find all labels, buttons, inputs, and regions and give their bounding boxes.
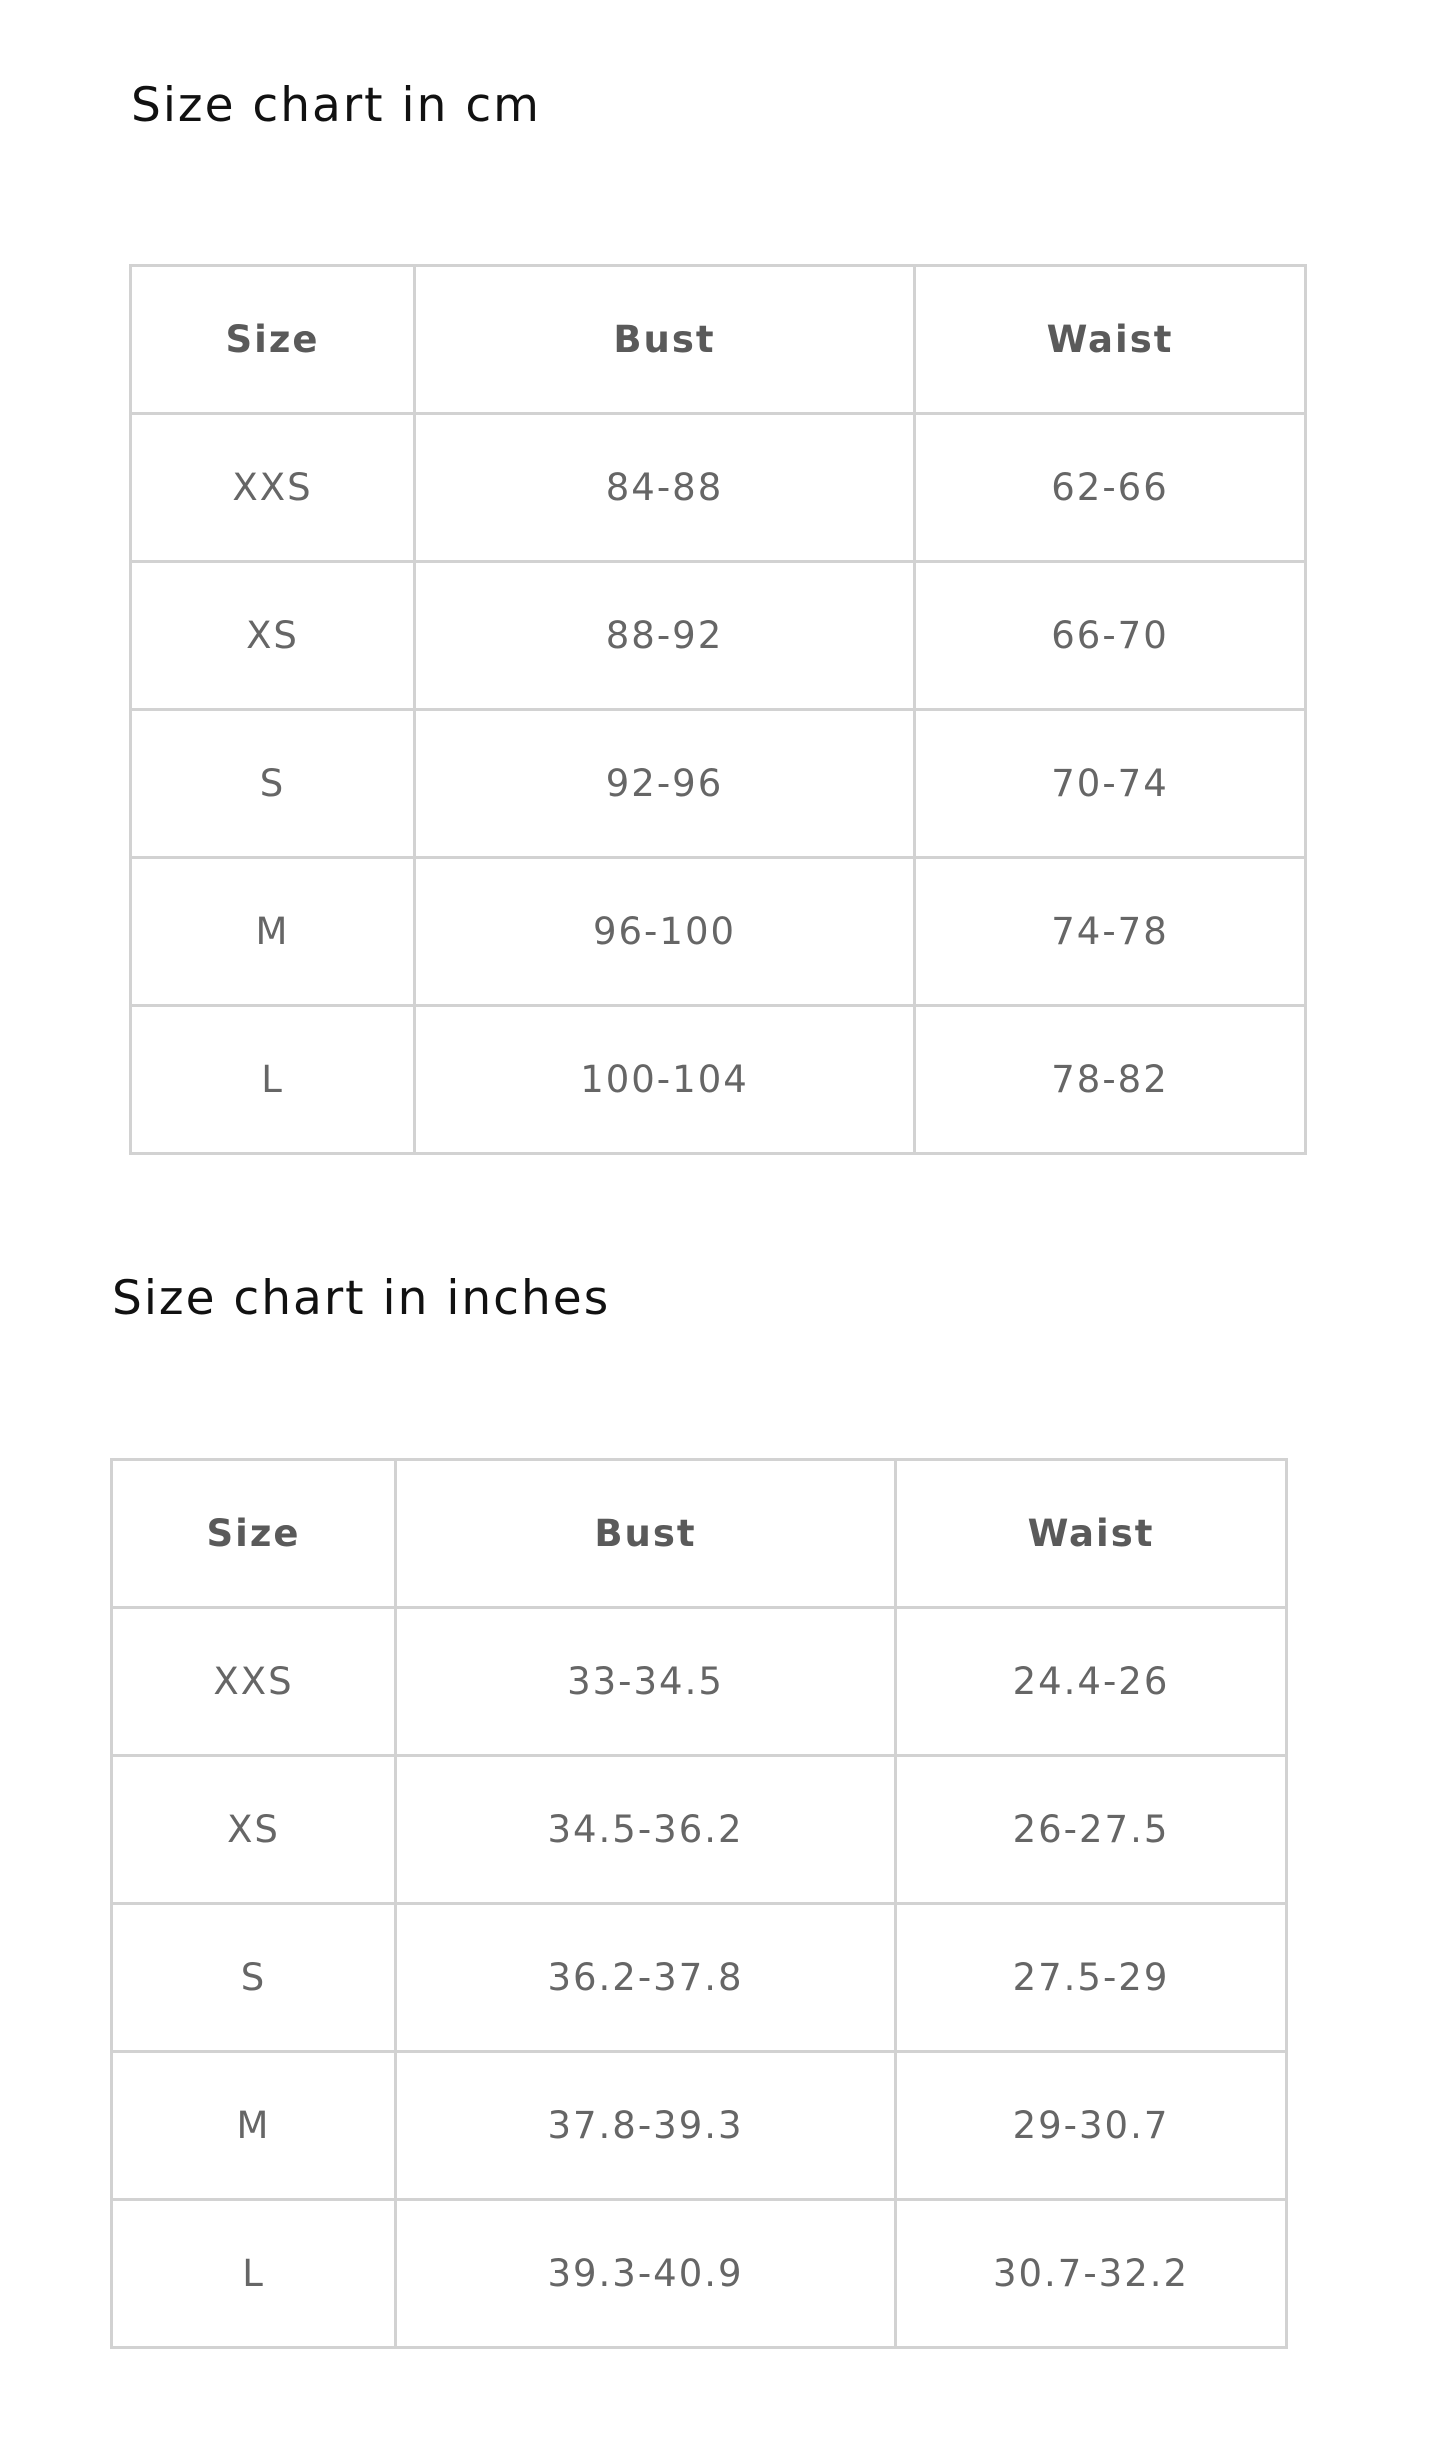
table-row: [112, 2200, 1287, 2348]
cell-bust: 88-92: [415, 562, 915, 710]
cell-bust: 37.8-39.3: [396, 2052, 896, 2200]
cell-waist: 26-27.5: [896, 1756, 1287, 1904]
cell-bust: 33-34.5: [396, 1608, 896, 1756]
cell-bust: 34.5-36.2: [396, 1756, 896, 1904]
table-row: [131, 858, 1306, 1006]
cell-size: S: [112, 1904, 396, 2052]
table-row: [112, 1904, 1287, 2052]
cell-waist: 24.4-26: [896, 1608, 1287, 1756]
header-bust: Bust: [415, 266, 915, 414]
cell-size: XS: [112, 1756, 396, 1904]
cell-bust: 84-88: [415, 414, 915, 562]
table-row: [131, 414, 1306, 562]
table-row: [131, 710, 1306, 858]
header-size: Size: [112, 1460, 396, 1608]
size-chart-inches-table: [110, 1458, 1288, 2349]
cell-size: M: [131, 858, 415, 1006]
cell-waist: 27.5-29: [896, 1904, 1287, 2052]
cell-size: L: [112, 2200, 396, 2348]
size-chart-inches-title: Size chart in inches: [112, 1271, 611, 1326]
cell-bust: 92-96: [415, 710, 915, 858]
cell-size: L: [131, 1006, 415, 1154]
cell-waist: 78-82: [915, 1006, 1306, 1154]
cell-waist: 66-70: [915, 562, 1306, 710]
cell-size: S: [131, 710, 415, 858]
header-waist: Waist: [915, 266, 1306, 414]
cell-waist: 30.7-32.2: [896, 2200, 1287, 2348]
cell-size: XXS: [131, 414, 415, 562]
cell-waist: 74-78: [915, 858, 1306, 1006]
cell-waist: 62-66: [915, 414, 1306, 562]
table-header-row: [131, 266, 1306, 414]
cell-size: M: [112, 2052, 396, 2200]
cell-bust: 96-100: [415, 858, 915, 1006]
cell-size: XS: [131, 562, 415, 710]
table-header-row: [112, 1460, 1287, 1608]
table-row: [112, 2052, 1287, 2200]
cell-waist: 70-74: [915, 710, 1306, 858]
size-chart-cm-table: [129, 264, 1307, 1155]
size-chart-cm-title: Size chart in cm: [131, 78, 541, 133]
table-row: [112, 1756, 1287, 1904]
header-size: Size: [131, 266, 415, 414]
cell-bust: 100-104: [415, 1006, 915, 1154]
header-bust: Bust: [396, 1460, 896, 1608]
cell-size: XXS: [112, 1608, 396, 1756]
cell-waist: 29-30.7: [896, 2052, 1287, 2200]
table-row: [131, 562, 1306, 710]
cell-bust: 39.3-40.9: [396, 2200, 896, 2348]
header-waist: Waist: [896, 1460, 1287, 1608]
table-row: [112, 1608, 1287, 1756]
cell-bust: 36.2-37.8: [396, 1904, 896, 2052]
table-row: [131, 1006, 1306, 1154]
